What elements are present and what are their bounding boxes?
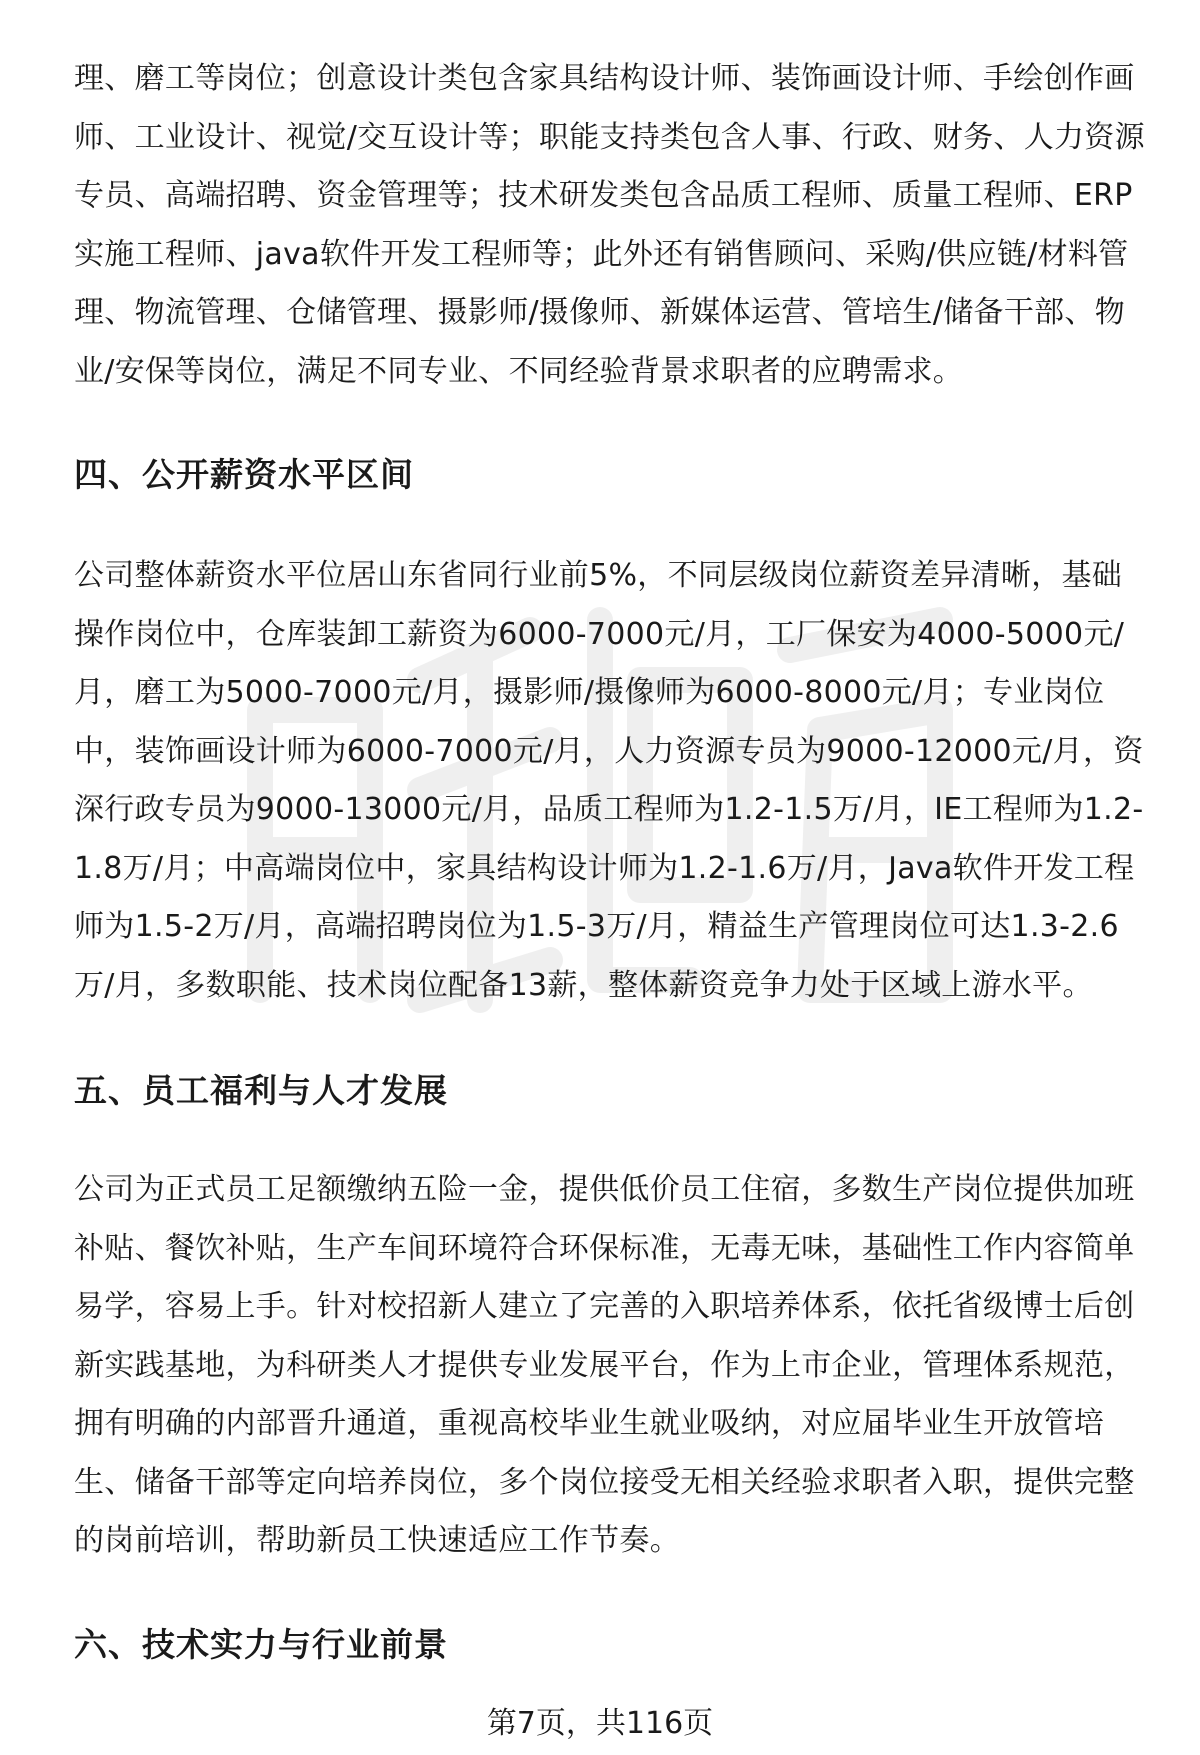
page-number-footer: 第7页，共116页 [486, 1706, 714, 1741]
section-paragraph-salary: 公司整体薪资水平位居山东省同行业前5%，不同层级岗位薪资差异清晰，基础操作岗位中，仓库装卸工薪资为6000-7000元/月，工厂保安为4000-5000元/月，磨工为5000-7000元/月，摄影师/摄像师为6000-8000元/月；专业岗位中，装饰画设计师为6000-7000元/月，人力资源专员为9000-12000元/月，资深行政专员为9000-13000元/月，品质工程师为1.2-1.5万/月，IE工程师为1.2-1.8万/月；中高端岗位中，家具结构设计师为1.2-1.6万/月，Java软件开发工程师为1.5-2万/月，高端招聘岗位为1.5-3万/月，精益生产管理岗位可达1.3-2.6万/月，多数职能、技术岗位配备13薪，整体薪资竞争力处于区域上游水平。 [74, 558, 1144, 1003]
intro-paragraph: 理、磨工等岗位；创意设计类包含家具结构设计师、装饰画设计师、手绘创作画师、工业设计、视觉/交互设计等；职能支持类包含人事、行政、财务、人力资源专员、高端招聘、资金管理等；技术研发类包含品质工程师、质量工程师、ERP实施工程师、java软件开发工程师等；此外还有销售顾问、采购/供应链/材料管理、物流管理、仓储管理、摄影师/摄像师、新媒体运营、管培生/储备干部、物业/安保等岗位，满足不同专业、不同经验背景求职者的应聘需求。 [74, 61, 1145, 389]
section-heading-salary: 四、公开薪资水平区间 [74, 455, 414, 494]
section-heading-technology: 六、技术实力与行业前景 [74, 1624, 448, 1664]
section-paragraph-benefits: 公司为正式员工足额缴纳五险一金，提供低价员工住宿，多数生产岗位提供加班补贴、餐饮补贴，生产车间环境符合环保标准，无毒无味，基础性工作内容简单易学，容易上手。针对校招新人建立了完善的入职培养体系，依托省级博士后创新实践基地，为科研类人才提供专业发展平台，作为上市企业，管理体系规范，拥有明确的内部晋升通道，重视高校毕业生就业吸纳，对应届毕业生开放管培生、储备干部等定向培养岗位，多个岗位接受无相关经验求职者入职，提供完整的岗前培训，帮助新员工快速适应工作节奏。 [74, 1172, 1135, 1558]
section-heading-benefits: 五、员工福利与人才发展 [74, 1071, 448, 1110]
document-body [74, 50, 1150, 1665]
